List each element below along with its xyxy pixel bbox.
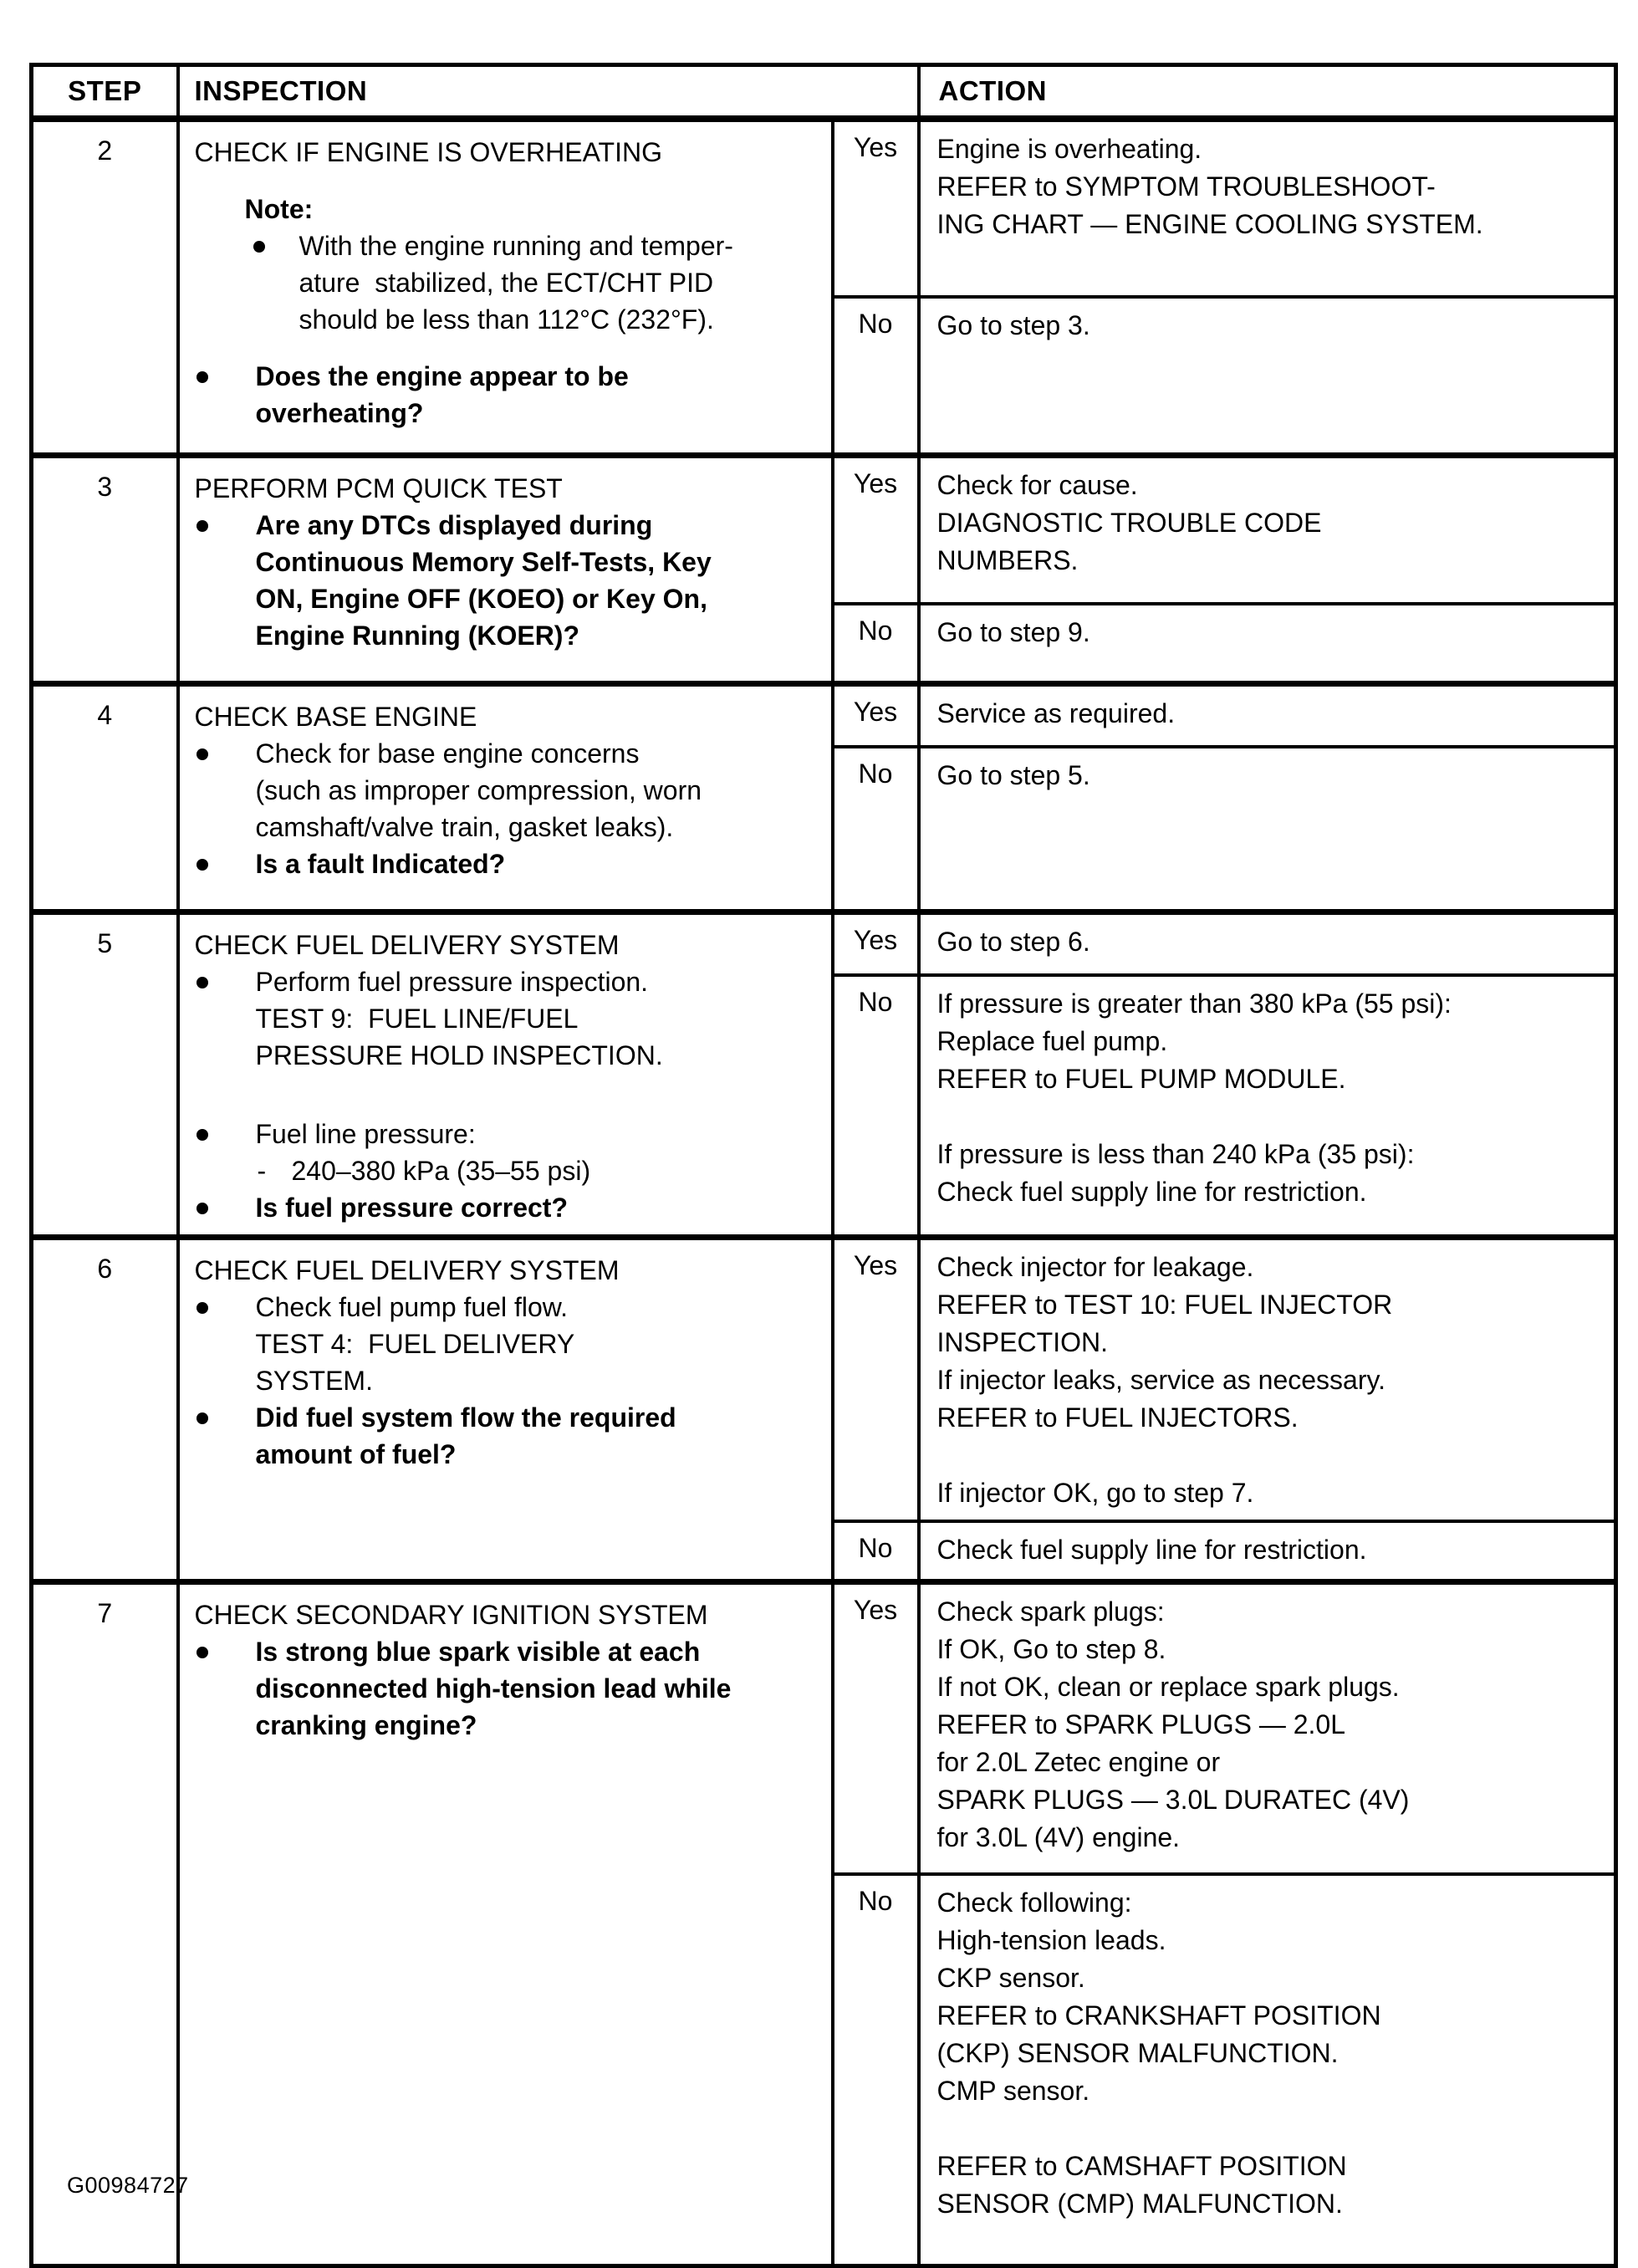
inspection-block (180, 191, 831, 227)
text-line: REFER to SPARK PLUGS — 2.0L (936, 1709, 1345, 1739)
text-line: Check fuel supply line for restriction. (936, 1176, 1367, 1207)
inspection-block (180, 845, 831, 882)
action-cell-no (919, 604, 1616, 684)
inspection-title (180, 1252, 831, 1289)
text-line: Go to step 9. (936, 617, 1090, 647)
text-line: SYSTEM. (255, 1366, 373, 1396)
text-line: Note: (244, 194, 314, 224)
bullet-icon (196, 977, 208, 988)
step-row-4-yes (32, 684, 1616, 748)
bullet-icon (196, 1302, 208, 1314)
inspection-cell (178, 912, 833, 1238)
inspection-block (180, 1399, 831, 1473)
inspection-block (180, 358, 831, 432)
text-line: for 2.0L Zetec engine or (936, 1747, 1221, 1777)
action-cell-yes (919, 912, 1616, 975)
text-line: for 3.0L (4V) engine. (936, 1822, 1181, 1852)
yes-cell: Yes (833, 456, 919, 605)
text-line: SENSOR (CMP) MALFUNCTION. (936, 2189, 1343, 2219)
text-line: If injector leaks, service as necessary. (936, 1365, 1386, 1395)
step-number: 3 (32, 456, 178, 684)
text-line: Are any DTCs displayed during (255, 510, 653, 540)
text-line: If OK, Go to step 8. (936, 1634, 1166, 1664)
bullet-icon (196, 371, 208, 383)
inspection-block (180, 1189, 831, 1226)
spacer (180, 1074, 188, 1116)
no-cell: No (833, 604, 919, 684)
bullet-icon (253, 241, 265, 253)
action-cell-yes (919, 1582, 1616, 1875)
text-line: REFER to CAMSHAFT POSITION (936, 2151, 1347, 2181)
text-line: REFER to SYMPTOM TROUBLESHOOT- (936, 171, 1436, 202)
text-line: Check injector for leakage. (936, 1252, 1254, 1282)
text-line: CKP sensor. (936, 1963, 1085, 1993)
text-line: CHECK IF ENGINE IS OVERHEATING (194, 137, 662, 167)
action-cell-yes (919, 684, 1616, 748)
text-line: disconnected high-tension lead while (255, 1673, 732, 1704)
text-line: Fuel line pressure: (255, 1119, 476, 1149)
header-row (32, 65, 1616, 120)
text-line: overheating? (255, 398, 424, 428)
step-row-5-yes (32, 912, 1616, 975)
troubleshooting-table (29, 63, 1618, 2268)
step-number: 5 (32, 912, 178, 1238)
text-line: If not OK, clean or replace spark plugs. (936, 1672, 1400, 1702)
action-cell-yes (919, 119, 1616, 297)
text-line: Is fuel pressure correct? (255, 1193, 568, 1223)
no-cell: No (833, 1521, 919, 1582)
step-number: 4 (32, 684, 178, 912)
inspection-cell (178, 684, 833, 912)
text-line: Engine is overheating. (936, 134, 1202, 164)
inspection-block (180, 1116, 831, 1152)
bullet-icon (196, 859, 208, 871)
text-line: If pressure is less than 240 kPa (35 psi): (936, 1138, 1415, 1169)
text-line: Check for cause. (936, 470, 1138, 500)
text-line: CHECK BASE ENGINE (194, 702, 477, 732)
action-cell-no (919, 297, 1616, 456)
text-line: Check fuel pump fuel flow. (255, 1292, 569, 1322)
text-line: SPARK PLUGS — 3.0L DURATEC (4V) (936, 1785, 1410, 1815)
no-cell: No (833, 975, 919, 1238)
yes-cell: Yes (833, 912, 919, 975)
text-line: PERFORM PCM QUICK TEST (194, 473, 563, 503)
text-line: CHECK SECONDARY IGNITION SYSTEM (194, 1600, 708, 1630)
inspection-block (180, 963, 831, 1074)
no-cell: No (833, 747, 919, 912)
text-line: INSPECTION. (936, 1327, 1108, 1357)
action-cell-no (919, 1874, 1616, 2266)
text-line (937, 1437, 1606, 1474)
inspection-block (180, 1152, 831, 1189)
step-row-3-yes (32, 456, 1616, 605)
step-row-2-yes (32, 119, 1616, 297)
text-line: PRESSURE HOLD INSPECTION. (255, 1040, 663, 1070)
yes-cell: Yes (833, 119, 919, 297)
action-cell-yes (919, 1238, 1616, 1522)
text-line: ON, Engine OFF (KOEO) or Key On, (255, 584, 707, 614)
action-cell-no (919, 747, 1616, 912)
text-line: Check fuel supply line for restriction. (936, 1535, 1367, 1565)
text-line: If injector OK, go to step 7. (936, 1478, 1254, 1508)
text-line: Did fuel system flow the required (255, 1402, 676, 1433)
inspection-block (180, 1289, 831, 1399)
inspection-title (180, 698, 831, 735)
text-line: Go to step 6. (936, 927, 1090, 957)
text-line: CHECK FUEL DELIVERY SYSTEM (194, 930, 620, 960)
col-header-step: STEP (32, 65, 178, 120)
inspection-block (180, 1633, 831, 1744)
step-number: 6 (32, 1238, 178, 1582)
text-line: If pressure is greater than 380 kPa (55 psi): (936, 988, 1452, 1019)
inspection-block (180, 507, 831, 654)
inspection-title (180, 1596, 831, 1633)
yes-cell: Yes (833, 1582, 919, 1875)
text-line: cranking engine? (255, 1710, 477, 1740)
text-line: TEST 4: FUEL DELIVERY (255, 1329, 575, 1359)
text-line: 240–380 kPa (35–55 psi) (291, 1156, 591, 1186)
text-line: Check following: (936, 1887, 1132, 1918)
text-line: NUMBERS. (936, 545, 1079, 575)
no-cell: No (833, 297, 919, 456)
text-line: (CKP) SENSOR MALFUNCTION. (936, 2038, 1339, 2068)
text-line: Continuous Memory Self-Tests, Key (255, 547, 712, 577)
action-cell-no (919, 975, 1616, 1238)
yes-cell: Yes (833, 1238, 919, 1522)
inspection-title (180, 470, 831, 507)
text-line: CHECK FUEL DELIVERY SYSTEM (194, 1255, 620, 1285)
bullet-icon (196, 1203, 208, 1214)
text-line: REFER to FUEL PUMP MODULE. (936, 1063, 1346, 1094)
bullet-icon (196, 748, 208, 760)
text-line: Is a fault Indicated? (255, 849, 506, 879)
spacer (180, 171, 188, 191)
step-number: 7 (32, 1582, 178, 2266)
text-line: REFER to CRANKSHAFT POSITION (936, 2000, 1381, 2030)
figure-id: G00984727 (67, 2173, 189, 2198)
text-line: DIAGNOSTIC TROUBLE CODE (936, 508, 1322, 538)
inspection-cell (178, 1582, 833, 2266)
text-line: (such as improper compression, worn (255, 775, 702, 805)
bullet-icon (196, 1129, 208, 1141)
text-line: Go to step 3. (936, 310, 1090, 340)
text-line: Is strong blue spark visible at each (255, 1637, 701, 1667)
text-line: Service as required. (936, 698, 1176, 728)
text-line: camshaft/valve train, gasket leaks). (255, 812, 674, 842)
text-line: TEST 9: FUEL LINE/FUEL (255, 1004, 579, 1034)
text-line: REFER to TEST 10: FUEL INJECTOR (936, 1290, 1393, 1320)
dash-icon: - (257, 1156, 267, 1186)
text-line: Does the engine appear to be (255, 361, 629, 391)
table-body (32, 119, 1616, 2266)
text-line (937, 1098, 1606, 1136)
text-line: CMP sensor. (936, 2076, 1090, 2106)
text-line: Engine Running (KOER)? (255, 621, 579, 651)
text-line (937, 2110, 1606, 2148)
bullet-icon (196, 520, 208, 532)
action-cell-no (919, 1521, 1616, 1582)
no-cell: No (833, 1874, 919, 2266)
col-header-inspection: INSPECTION (178, 65, 919, 120)
bullet-icon (196, 1412, 208, 1424)
text-line: amount of fuel? (255, 1439, 457, 1469)
inspection-title (180, 134, 831, 171)
action-cell-yes (919, 456, 1616, 605)
inspection-block (180, 227, 831, 338)
step-number: 2 (97, 135, 113, 166)
text-line: Go to step 5. (936, 760, 1090, 790)
text-line: Replace fuel pump. (936, 1025, 1168, 1056)
text-line: High-tension leads. (936, 1925, 1166, 1955)
text-line: ature stabilized, the ECT/CHT PID (299, 268, 714, 298)
text-line: With the engine running and temper- (299, 231, 733, 261)
spacer (180, 338, 188, 358)
inspection-title (180, 927, 831, 963)
inspection-cell (178, 119, 833, 456)
text-line: Check spark plugs: (936, 1596, 1165, 1627)
inspection-block (180, 735, 831, 845)
inspection-cell (178, 456, 833, 684)
text-line: Perform fuel pressure inspection. (255, 967, 649, 997)
inspection-cell (178, 1238, 833, 1582)
step-row-6-yes (32, 1238, 1616, 1522)
text-line: Check for base engine concerns (255, 738, 640, 769)
text-line: REFER to FUEL INJECTORS. (936, 1402, 1299, 1433)
text-line: should be less than 112°C (232°F). (299, 304, 714, 335)
text-line: ING CHART — ENGINE COOLING SYSTEM. (936, 209, 1483, 239)
col-header-action: ACTION (919, 65, 1616, 120)
step-row-7-yes (32, 1582, 1616, 1875)
bullet-icon (196, 1647, 208, 1658)
yes-cell: Yes (833, 684, 919, 748)
